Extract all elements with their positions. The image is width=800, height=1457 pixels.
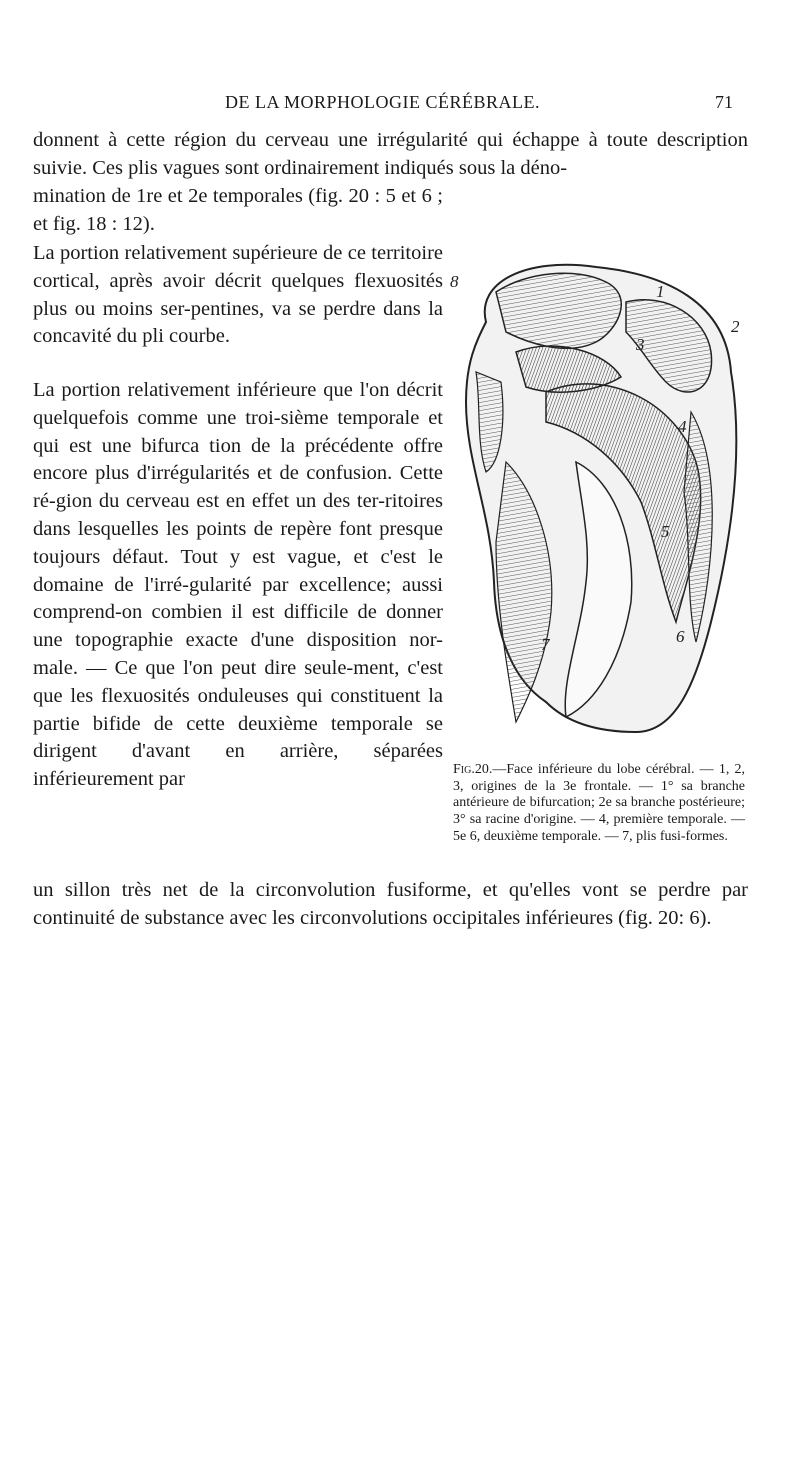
figure-caption-text: —Face inférieure du lobe cérébral. — 1, 2, 3, origines de la 3e frontale. — 1° sa branche antérieure de bifurcation; 2e sa branche postérieure; 3° sa racine d'origine. — 4, première temporale. — 5e 6, deuxième temporale. — 7, plis fusi-formes. xyxy=(453,762,745,844)
figure-caption-lead: Fig.20. xyxy=(453,762,493,777)
running-header xyxy=(0,92,800,118)
paragraph-1-narrow: mination de 1re et 2e temporales (fig. 20 : 5 et 6 ; et fig. 18 : 12). xyxy=(33,185,443,235)
figure-caption xyxy=(453,762,745,846)
figure-label-7: 7 xyxy=(541,635,550,654)
figure-label-5: 5 xyxy=(661,522,670,541)
brain-lobe-drawing xyxy=(446,262,746,742)
figure-label-4: 4 xyxy=(678,417,687,436)
page-number: 71 xyxy=(715,92,733,112)
figure-label-8: 8 xyxy=(450,272,459,291)
figure-label-3: 3 xyxy=(636,335,645,354)
paragraph-3-full: un sillon très net de la circonvolution fusiforme, et qu'elles vont se perdre par continuité de substance avec les circonvolutions occipitales inférieures (fig. 20: 6). xyxy=(33,879,748,929)
brain-lobe-illustration xyxy=(446,262,746,742)
paragraph-2: La portion relativement supérieure de ce territoire cortical, après avoir décrit quelques flexuosités plus ou moins ser-pentines, va se perdre dans la concavité du pli courbe. xyxy=(33,242,443,348)
figure-label-1: 1 xyxy=(656,282,665,301)
paragraph-3-narrow: La portion relativement inférieure que l'on décrit quelquefois comme une troi-sième temporale et qui est une bifurca tion de la précédente offre encore plus d'irrégularités et de confusion. Cette ré-gion du cerveau est en effet un des ter-ritoires dans lesquelles les points de repère font presque toujours défaut. Tout y est vague, et c'est le domaine de l'irré-gularité par excellence; aussi comprend-on combien il est difficile de donner une topographie exacte d'une disposition nor-male. — Ce que l'on peut dire seule-ment, c'est que les flexuosités onduleuses qui constituent la partie bifide de cette deuxième temporale se dirigent d'avant en arrière, séparées inférieurement par xyxy=(33,379,443,791)
figure-label-2: 2 xyxy=(731,317,740,336)
figure-label-6: 6 xyxy=(676,627,685,646)
running-title: DE LA MORPHOLOGIE CÉRÉBRALE. xyxy=(225,92,540,112)
paragraph-1-full: donnent à cette région du cerveau une irrégularité qui échappe à toute description suivie. Ces plis vagues sont ordinairement indiqués sous la déno- xyxy=(33,129,748,179)
